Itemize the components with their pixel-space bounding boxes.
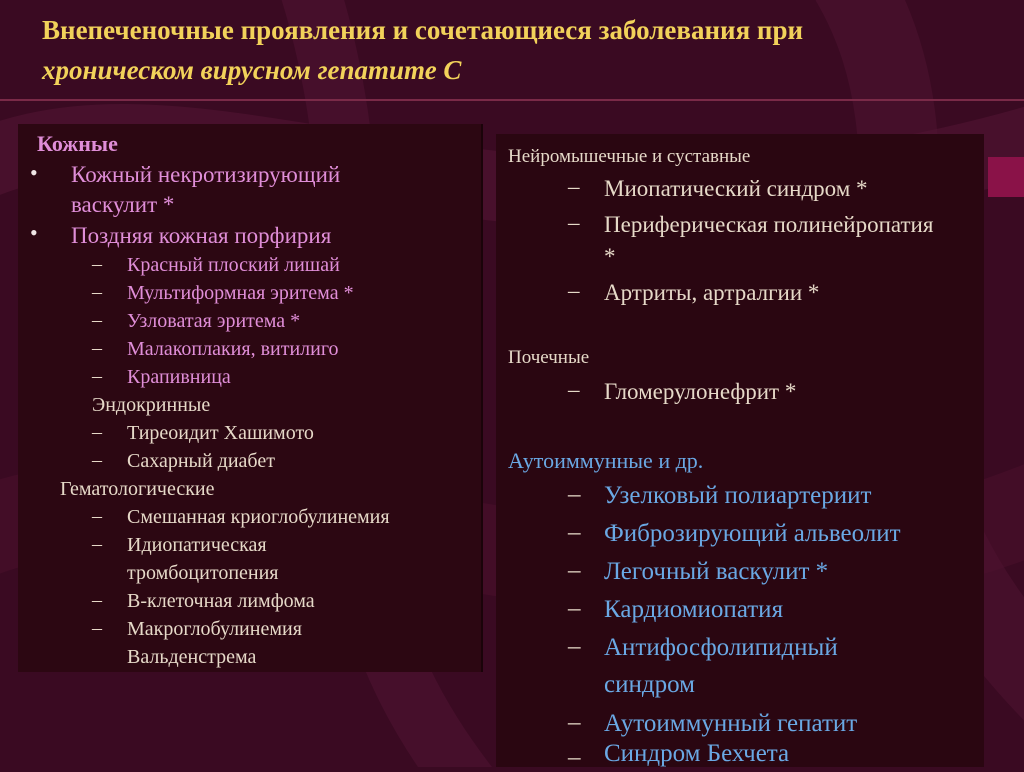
dash-icon: – [92,281,102,303]
title-divider [0,99,1024,101]
skin-item-3: Узловатая эритема * [127,310,301,332]
hemato-item-2: Идиопатическая [127,534,267,556]
endocrine-item-2: Сахарный диабет [127,450,275,472]
auto-item-6: Аутоиммунный гепатит [604,710,858,737]
hemato-item-2-cont: тромбоцитопения [127,562,279,584]
autoimmune-heading: Аутоиммунные и др. [508,448,704,473]
dash-icon: – [92,617,102,639]
dash-icon: – [568,595,581,622]
skin-bullet-2: Поздняя кожная порфирия [71,223,332,248]
dash-icon: – [568,278,580,303]
hemato-item-1: Смешанная криоглобулинемия [127,506,390,528]
auto-item-2: Фиброзирующий альвеолит [604,520,901,547]
dash-icon: – [92,337,102,359]
dash-icon: – [92,309,102,331]
dash-icon: – [568,709,581,736]
skin-heading: Кожные [37,131,118,156]
neuro-heading: Нейромышечные и суставные [508,146,751,167]
neuro-item-1: Миопатический синдром * [604,176,868,201]
neuro-item-3: Артриты, артралгии * [604,280,820,305]
skin-bullet-1: Кожный некротизирующий [71,162,341,187]
dash-icon: – [92,365,102,387]
neuro-item-2: Периферическая полинейропатия [604,212,934,237]
dash-icon: – [568,377,580,402]
bullet-icon: • [30,220,38,245]
skin-item-1: Красный плоский лишай [127,254,340,276]
auto-item-3: Легочный васкулит * [604,558,829,585]
hemato-item-4: Макроглобулинемия [127,618,302,640]
title-line-2: хроническом вирусном гепатите С [42,55,462,85]
dash-icon: – [568,174,580,199]
skin-item-5: Крапивница [127,366,231,388]
auto-item-7: Синдром Бехчета [604,740,790,767]
bullet-icon: • [30,160,38,185]
dash-icon: – [92,253,102,275]
dash-icon: – [568,633,581,660]
endocrine-item-1: Тиреоидит Хашимото [127,422,314,444]
dash-icon: – [568,481,581,508]
endocrine-heading: Эндокринные [92,394,211,416]
dash-icon: – [92,589,102,611]
slide-title [42,10,1002,90]
skin-bullet-1-cont: васкулит * [71,192,175,217]
dash-icon: – [92,533,102,555]
dash-icon: – [568,557,581,584]
neuro-item-2-cont: * [604,244,616,269]
auto-item-4: Кардиомиопатия [604,596,784,623]
auto-item-5-cont: синдром [604,671,695,698]
dash-icon: – [92,449,102,471]
skin-item-2: Мультиформная эритема * [127,282,354,304]
dash-icon: – [568,210,580,235]
hemato-heading: Гематологические [60,478,215,500]
skin-item-4: Малакоплакия, витилиго [127,338,339,360]
renal-item-1: Гломерулонефрит * [604,379,797,404]
hemato-item-3: В-клеточная лимфома [127,590,315,612]
auto-item-5: Антифосфолипидный [604,634,838,661]
auto-item-1: Узелковый полиартериит [604,482,872,509]
dash-icon: – [92,505,102,527]
hemato-item-4-cont: Вальденстрема [127,646,257,668]
dash-icon: – [568,744,581,771]
dash-icon: – [92,421,102,443]
dash-icon: – [568,519,581,546]
title-line-1: Внепеченочные проявления и сочетающиеся заболевания при [42,15,804,45]
accent-block [988,157,1024,197]
renal-heading: Почечные [508,347,590,368]
